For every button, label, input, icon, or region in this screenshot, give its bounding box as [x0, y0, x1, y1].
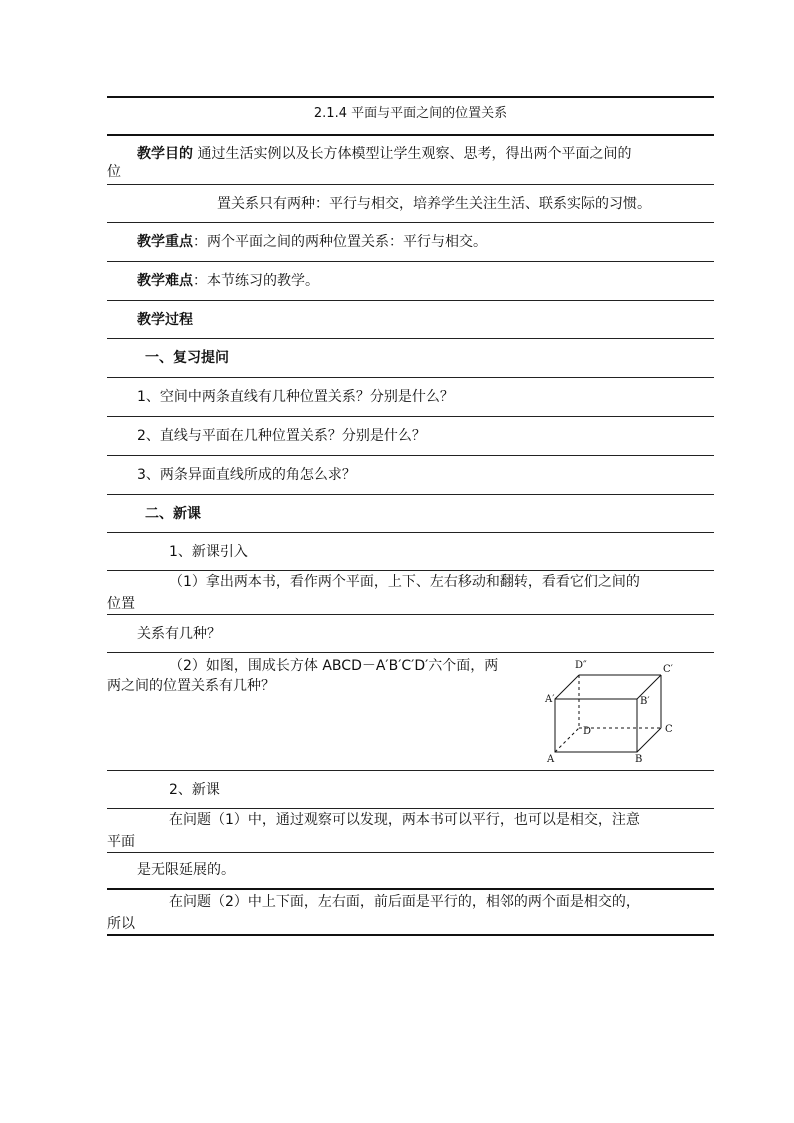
review-q2: 2、直线与平面在几种位置关系？分别是什么？ [137, 428, 426, 444]
rule-12 [107, 614, 714, 615]
key-point [137, 232, 487, 252]
p3-line1: 在问题（1）中，通过观察可以发现，两本书可以平行，也可以是相交，注意 [169, 812, 640, 828]
rule-17 [107, 888, 714, 890]
p3-line1-wrap: 平面 [107, 834, 135, 850]
rule-8 [107, 455, 714, 456]
review-q1: 1、空间中两条直线有几种位置关系？分别是什么？ [137, 389, 454, 405]
bottom-rule [107, 934, 714, 936]
difficulty-label: 教学难点 [137, 273, 193, 289]
difficulty [137, 271, 319, 291]
key-point-label: 教学重点 [137, 234, 193, 250]
label-c: C [665, 724, 673, 735]
rule-7 [107, 416, 714, 417]
p4-line1-wrap: 所以 [107, 916, 135, 932]
objective-text1: 通过生活实例以及长方体模型让学生观察、思考，得出两个平面之间的 [197, 146, 632, 162]
difficulty-text: ：本节练习的教学。 [193, 273, 319, 289]
p1-line1: （1）拿出两本书，看作两个平面，上下、左右移动和翻转，看看它们之间的 [169, 574, 640, 590]
p1-line1-wrap: 位置 [107, 596, 135, 612]
label-c1: C′ [663, 664, 673, 675]
sub-heading: 2、新课 [169, 782, 220, 798]
title-rule [107, 134, 714, 136]
p2-line2: 两之间的位置关系有几种？ [107, 678, 275, 694]
rule-10 [107, 532, 714, 533]
label-a: A [547, 754, 555, 765]
rule-5 [107, 338, 714, 339]
rule-6 [107, 377, 714, 378]
review-q3: 3、两条异面直线所成的角怎么求？ [137, 467, 356, 483]
rule-1 [107, 184, 714, 185]
objective-line2: 置关系只有两种：平行与相交，培养学生关注生活、联系实际的习惯。 [217, 196, 651, 212]
rule-4 [107, 300, 714, 301]
rule-14 [107, 770, 714, 771]
p3-line2: 是无限延展的。 [137, 862, 235, 878]
rule-2 [107, 222, 714, 223]
rule-3 [107, 261, 714, 262]
p2-line1: （2）如图，围成长方体 ABCD－A′B′C′D′六个面，两 [169, 658, 499, 674]
label-b1: B′ [640, 696, 650, 707]
objective-line1 [137, 144, 631, 164]
review-heading: 一、复习提问 [145, 350, 229, 366]
cuboid-figure [537, 654, 677, 768]
process-label: 教学过程 [137, 312, 193, 328]
objective-line1-wrap: 位 [107, 164, 121, 180]
label-d: D [583, 726, 592, 737]
rule-11 [107, 570, 714, 571]
rule-13 [107, 652, 714, 653]
label-d1: D″ [575, 660, 587, 671]
label-a1: A′ [545, 694, 555, 705]
top-rule [107, 96, 714, 98]
label-b: B [635, 754, 643, 765]
p1-line2: 关系有几种？ [137, 626, 221, 642]
objective-label: 教学目的 [137, 146, 193, 162]
new-lesson-heading: 二、新课 [145, 506, 201, 522]
p4-line1: 在问题（2）中上下面，左右面，前后面是平行的，相邻的两个面是相交的， [169, 894, 640, 910]
rule-15 [107, 808, 714, 809]
rule-9 [107, 494, 714, 495]
page-title: 2.1.4 平面与平面之间的位置关系 [313, 106, 508, 121]
intro-heading: 1、新课引入 [169, 544, 248, 560]
key-point-text: ：两个平面之间的两种位置关系：平行与相交。 [193, 234, 487, 250]
rule-16 [107, 852, 714, 853]
